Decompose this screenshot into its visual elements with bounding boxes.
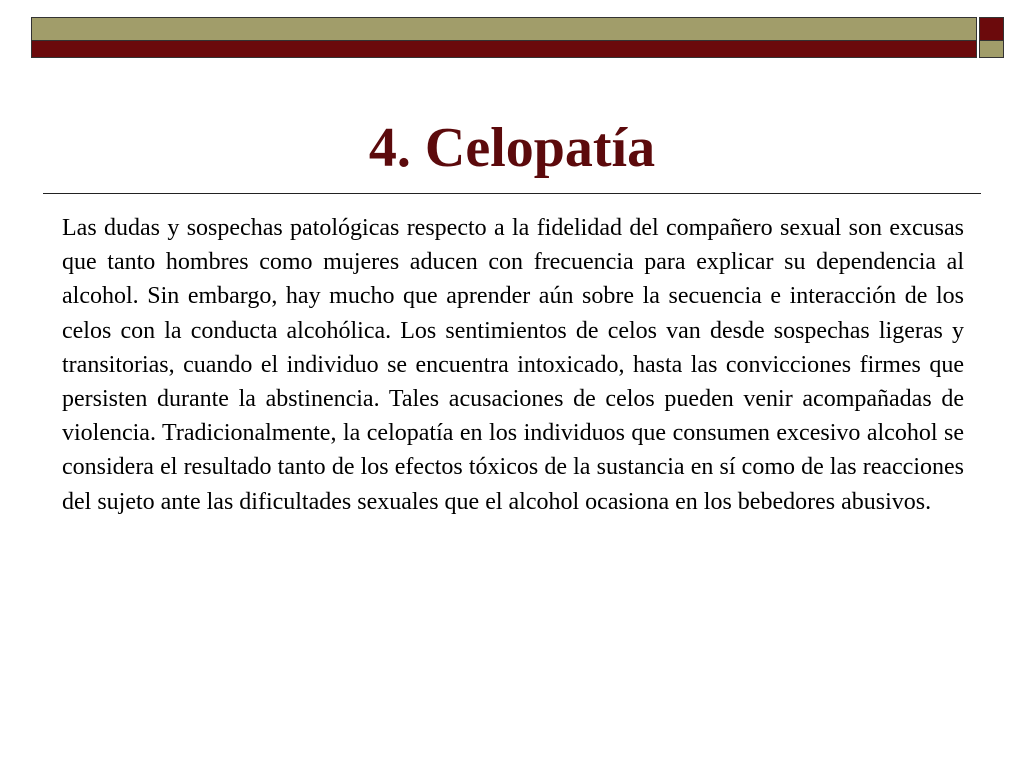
- header-bar-maroon: [31, 41, 977, 58]
- slide-title: 4. Celopatía: [368, 117, 656, 179]
- slide-body-text: Las dudas y sospechas patológicas respecto a la fidelidad del compañero sexual son excusas que tanto hombres como mujeres aducen con frecuencia para explicar su dependencia al alcohol. Sin embargo, hay mucho que aprender aún sobre la secuencia e interacción de los celos con la conducta alcohólica. Los sentimientos de celos van desde sospechas ligeras y transitorias, cuando el individuo se encuentra intoxicado, hasta las convicciones firmes que persisten durante la abstinencia. Tales acusaciones de celos pueden venir acompañadas de violencia. Tradicionalmente, la celopatía en los individuos que consumen excesivo alcohol se considera el resultado tanto de los efectos tóxicos de la sustancia en sí como de las reacciones del sujeto ante las dificultades sexuales que el alcohol ocasiona en los bebedores abusivos.: [62, 215, 964, 515]
- title-divider: [43, 193, 981, 194]
- header-square-olive: [979, 41, 1004, 58]
- header-square-maroon: [979, 17, 1004, 41]
- header-bar-olive: [31, 17, 977, 41]
